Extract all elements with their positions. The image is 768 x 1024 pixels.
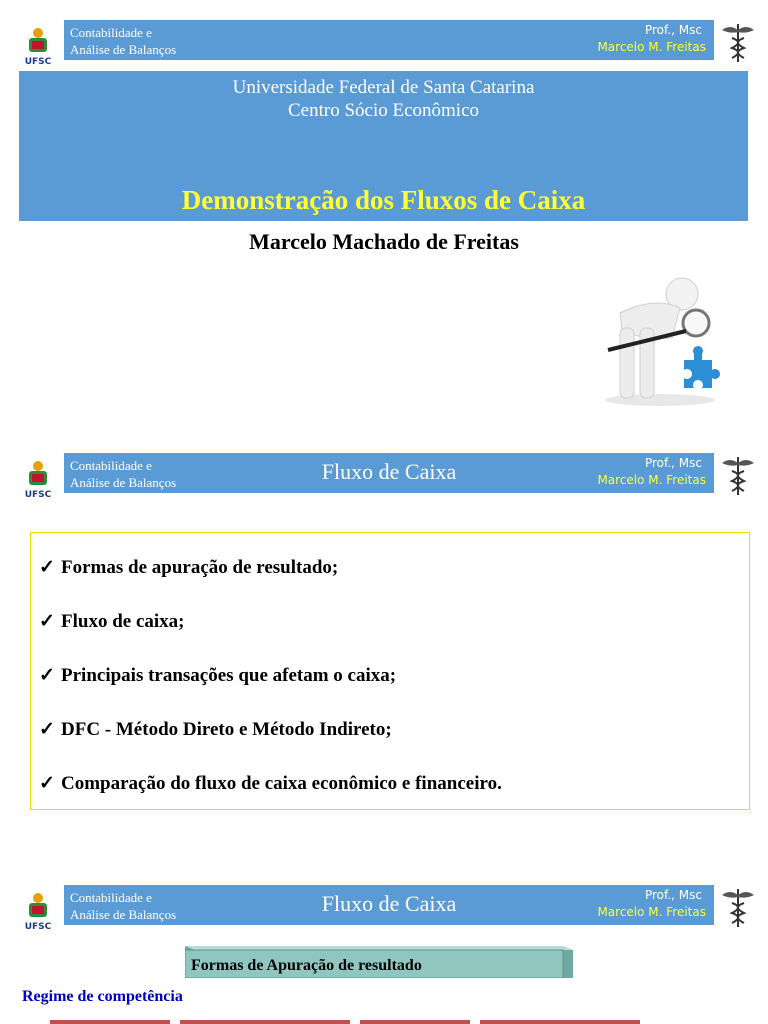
header-bar	[64, 885, 714, 925]
prof-name: Marcelo M. Freitas	[597, 905, 706, 919]
course-line2: Análise de Balanços	[70, 42, 177, 57]
slide-title: Fluxo de Caixa	[321, 891, 457, 916]
caduceus-logo-icon	[718, 453, 758, 497]
topic-item	[39, 556, 338, 579]
ufsc-logo-icon	[20, 24, 56, 66]
banner-text: Formas de Apuração de resultado	[191, 957, 422, 974]
slide1-header	[0, 20, 768, 70]
check-icon: ✓	[39, 611, 55, 632]
topics-box	[30, 532, 750, 810]
topic-text: Formas de apuração de resultado;	[61, 557, 339, 578]
presentation-title: Demonstração dos Fluxos de Caixa	[181, 185, 586, 215]
magnifier-figure-icon	[600, 268, 720, 408]
slide3-header	[0, 885, 768, 935]
header-bar	[64, 20, 714, 60]
check-icon: ✓	[39, 665, 55, 686]
svg-text:UFSC: UFSC	[24, 57, 52, 66]
course-line2: Análise de Balanços	[70, 907, 177, 922]
prof-title: Prof., Msc	[644, 888, 702, 902]
ufsc-logo-icon	[20, 457, 56, 499]
slide-title: Fluxo de Caixa	[321, 459, 457, 484]
title-box	[19, 71, 748, 221]
topic-item	[39, 610, 185, 633]
svg-text:UFSC: UFSC	[24, 490, 52, 499]
topic-item	[39, 718, 392, 741]
topic-text: Comparação do fluxo de caixa econômico e financeiro.	[61, 773, 502, 794]
topic-item	[39, 664, 396, 687]
topic-text: Fluxo de caixa;	[61, 611, 185, 632]
check-icon: ✓	[39, 557, 55, 578]
caduceus-logo-icon	[718, 20, 758, 64]
ufsc-logo-icon	[20, 889, 56, 931]
subheading: Regime de competência	[22, 988, 183, 1005]
header-bar	[64, 453, 714, 493]
prof-title: Prof., Msc	[644, 456, 702, 470]
check-icon: ✓	[39, 773, 55, 794]
topic-item	[39, 772, 502, 795]
slide2-header	[0, 453, 768, 503]
prof-name: Marcelo M. Freitas	[597, 473, 706, 487]
university-name: Universidade Federal de Santa Catarina	[232, 77, 535, 98]
course-line2: Análise de Balanços	[70, 475, 177, 490]
prof-name: Marcelo M. Freitas	[597, 40, 706, 54]
author-name: Marcelo Machado de Freitas	[249, 229, 519, 254]
topic-text: Principais transações que afetam o caixa;	[61, 665, 397, 686]
course-line1: Contabilidade e	[70, 25, 152, 40]
topic-text: DFC - Método Direto e Método Indireto;	[61, 719, 392, 740]
svg-text:UFSC: UFSC	[24, 922, 52, 931]
center-name: Centro Sócio Econômico	[287, 100, 480, 121]
cut-off-text-line	[30, 1017, 690, 1024]
course-line1: Contabilidade e	[70, 458, 152, 473]
check-icon: ✓	[39, 719, 55, 740]
prof-title: Prof., Msc	[644, 23, 702, 37]
course-line1: Contabilidade e	[70, 890, 152, 905]
caduceus-logo-icon	[718, 885, 758, 929]
